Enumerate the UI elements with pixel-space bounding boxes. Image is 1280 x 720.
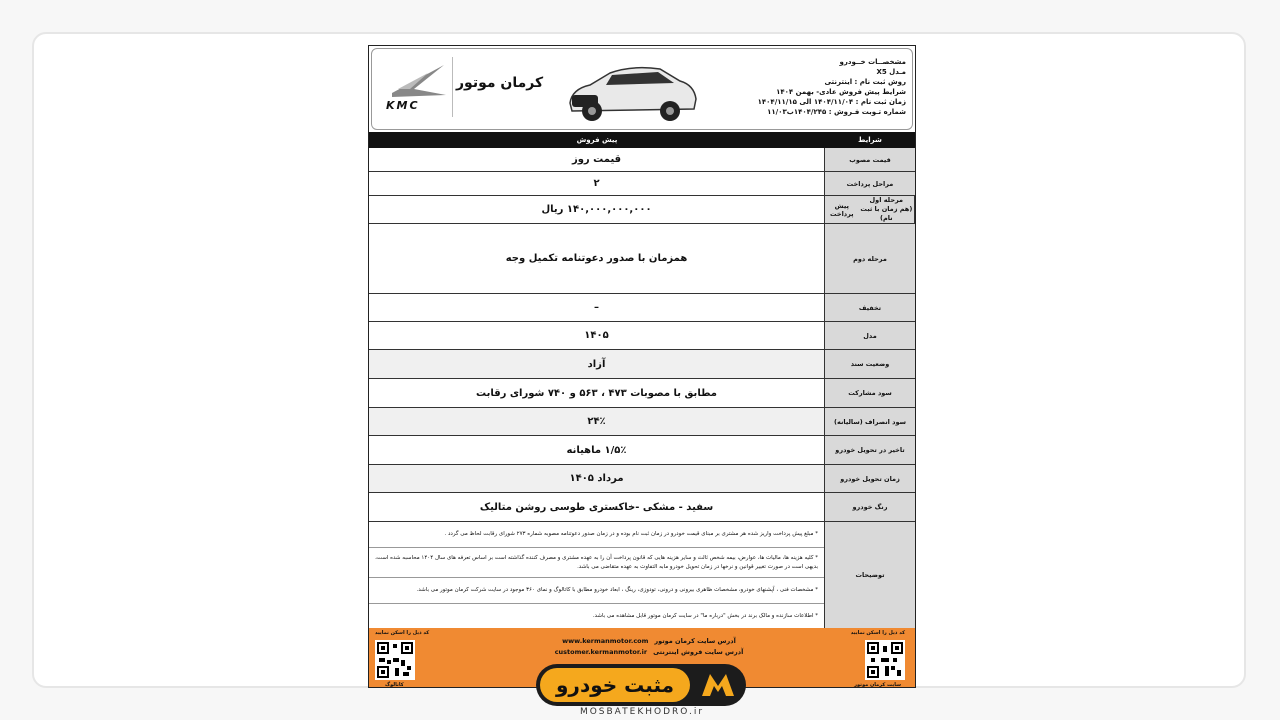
- row-value: ۱۴۰۵: [369, 322, 825, 349]
- qr-code-icon: [375, 640, 415, 680]
- conditions-table: [369, 148, 915, 628]
- row-delay: [369, 436, 915, 465]
- row-color: [369, 493, 915, 522]
- row-value: ۲۴٪: [369, 408, 825, 435]
- note-item: * مشخصات فنی ، آپشنهای خودرو، مشخصات ظاهری بیرونی و درونی، تودوزی، رینگ ، ابعاد خودرو مطابق با کاتالوگ و نمای ۳۶۰ موجود در سایت شرکت کرمان موتور می باشد.: [369, 578, 824, 604]
- note-item: * مبلغ پیش پرداخت واریز شده هر مشتری بر مبنای قیمت خودرو در زمان ثبت نام بوده و در زمان صدور دعوتنامه مصوبه شماره ۲۷۳ شورای رقابت لحاظ می گردد .: [369, 522, 824, 548]
- row-value: سفید - مشکی -خاکستری طوسی روشن متالیک: [369, 493, 825, 521]
- row-label: [825, 196, 915, 223]
- first-stage-title: مرحله اول: [869, 196, 904, 204]
- watermark-logo-icon: [698, 670, 738, 700]
- spec-line: مـدل X5: [876, 68, 906, 76]
- spec-line: شرایط پیش فروش عادی- بهمن ۱۴۰۴: [776, 88, 906, 96]
- row-value: –: [369, 294, 825, 321]
- first-stage-subtitle: (هم زمان با ثبت نام): [860, 205, 913, 222]
- contact-info: [539, 636, 759, 658]
- sales-label: آدرس سایت فروش اینترنتی: [653, 648, 744, 656]
- site-url[interactable]: www.kermanmotor.com: [562, 637, 649, 645]
- section-bar: [369, 132, 915, 148]
- watermark-name: مثبت خودرو: [540, 668, 690, 702]
- watermark-badge: [536, 664, 746, 706]
- watermark-site: MOSBATEKHODRO.ir: [579, 707, 705, 717]
- qr-right-title: کد ذیل را اسکن نمایید: [850, 630, 905, 636]
- row-label: سود انصراف (سالیانه): [825, 408, 915, 435]
- site-line: [539, 636, 759, 647]
- row-label: تاخیر در تحویل خودرو: [825, 436, 915, 464]
- row-value: آزاد: [369, 350, 825, 378]
- prepayment-label: پیش پرداخت: [830, 201, 854, 218]
- row-label: مرحله دوم: [825, 224, 915, 293]
- spec-line: مشخصــات خــودرو: [839, 58, 906, 66]
- row-label: وضعیت سند: [825, 350, 915, 378]
- row-label: مراحل پرداخت: [825, 172, 915, 195]
- row-second-stage: [369, 224, 915, 294]
- row-label: سود مشارکت: [825, 379, 915, 407]
- sales-email[interactable]: customer.kermanmotor.ir: [554, 648, 648, 656]
- price-sheet: [368, 45, 916, 688]
- row-label: مدل: [825, 322, 915, 349]
- row-value: مطابق با مصوبات ۴۷۳ ، ۵۶۳ و ۷۴۰ شورای رقابت: [369, 379, 825, 407]
- brand-latin: KMC: [386, 99, 420, 112]
- first-stage-label: [859, 196, 915, 223]
- row-value: قیمت روز: [369, 148, 825, 171]
- qr-right-caption: سایت کرمان موتور: [854, 682, 901, 688]
- row-notes: [369, 522, 915, 628]
- row-value: ۱۴۰,۰۰۰,۰۰۰,۰۰۰ ریال: [369, 196, 825, 223]
- row-label: تخفیف: [825, 294, 915, 321]
- row-label: قیمت مصوب: [825, 148, 915, 171]
- spec-line: شماره تـوبت فـروش : ۱۴۰۴/۲۴۵ب۱۱/۰۳: [767, 108, 906, 116]
- qr-left-title: کد ذیل را اسکن نمایید: [375, 630, 430, 636]
- row-cancellation: [369, 408, 915, 436]
- row-delivery: [369, 465, 915, 493]
- qr-left-caption: کاتالوگ: [385, 682, 404, 688]
- row-value: ۲: [369, 172, 825, 195]
- spec-line: زمان ثبت نام : ۱۴۰۴/۱۱/۰۴ الی ۱۴۰۴/۱۱/۱۵: [757, 98, 906, 106]
- site-label: آدرس سایت کرمان موتور: [654, 637, 736, 645]
- row-value: ۱/۵٪ ماهیانه: [369, 436, 825, 464]
- qr-code-icon: [865, 640, 905, 680]
- row-discount: [369, 294, 915, 322]
- sheet-header: [371, 48, 913, 130]
- notes-list: [369, 522, 825, 628]
- row-value: همزمان با صدور دعوتنامه تکمیل وجه: [369, 224, 825, 293]
- sales-line: [539, 647, 759, 658]
- row-label: توضیحات: [825, 522, 915, 628]
- row-participation: [369, 379, 915, 408]
- row-approved-price: [369, 148, 915, 172]
- spec-line: روش ثبت نام : اینترنتی: [824, 78, 906, 86]
- bar-presale: پیش فروش: [576, 136, 618, 144]
- brand-divider: [452, 57, 453, 117]
- row-payment-stages: [369, 172, 915, 196]
- note-item: * اطلاعات سازنده و مالک برند در بخش "درباره ما" در سایت کرمان موتور قابل مشاهده می باشد.: [592, 612, 818, 619]
- row-label: زمان تحویل خودرو: [825, 465, 915, 492]
- row-label: رنگ خودرو: [825, 493, 915, 521]
- note-item: * کلیه هزینه ها، مالیات ها، عوارض، بیمه شخص ثالث و سایر هزینه هایی که قانون پرداخت آن را به عهده مشتری و مصرف کننده گذاشته است بر اساس تعرفه های سال ۱۴۰۴ محاسبه شده است، بدیهی است در صورت تغییر قوانین و نرخها در زمان تحویل خودرو مابه التفاوت به عهده متقاضی می باشد.: [369, 548, 824, 578]
- row-first-stage: [369, 196, 915, 224]
- spec-block: [706, 57, 906, 117]
- row-document: [369, 350, 915, 379]
- row-model: [369, 322, 915, 350]
- brand-persian: کرمان موتور: [456, 75, 544, 91]
- car-image: [562, 55, 702, 125]
- row-value: مرداد ۱۴۰۵: [369, 465, 825, 492]
- bar-conditions: شرایط: [858, 136, 882, 144]
